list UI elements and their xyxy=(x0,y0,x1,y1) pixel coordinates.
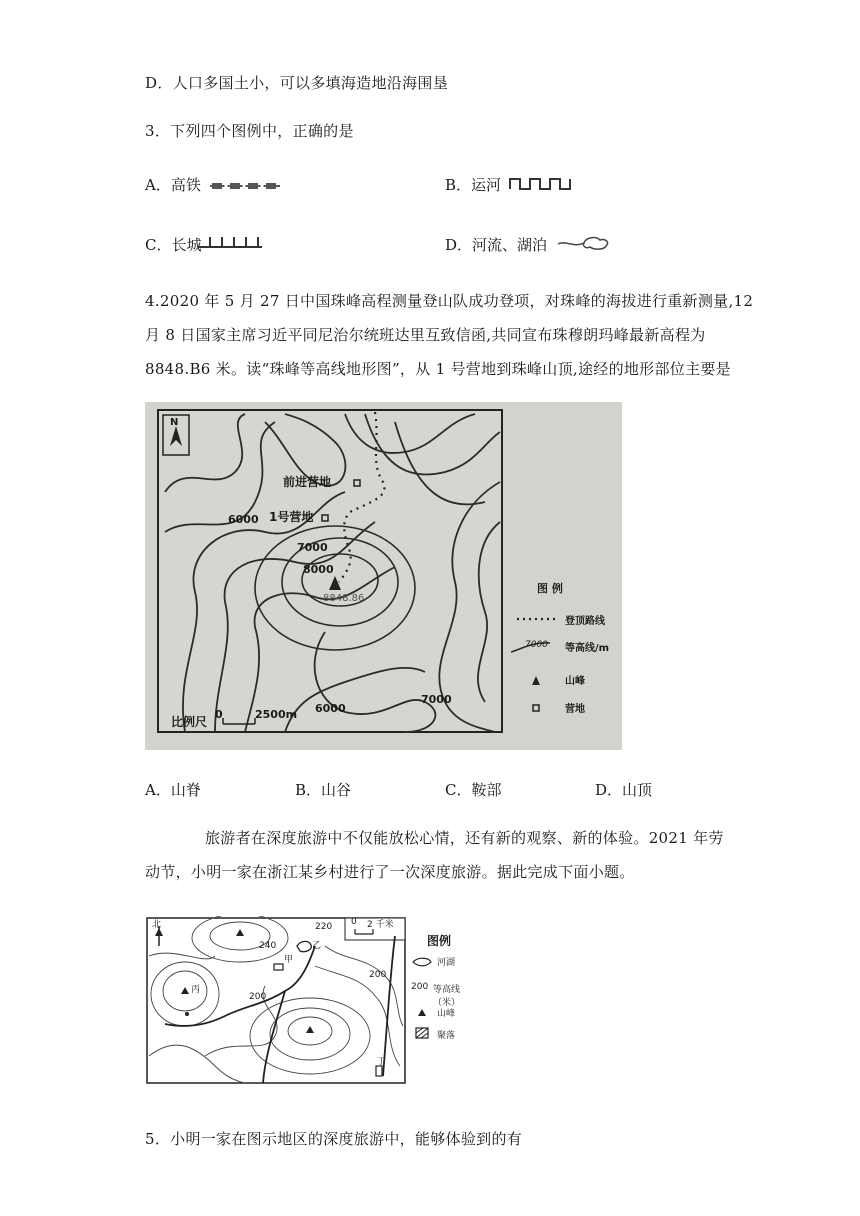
q3-option-a xyxy=(145,174,201,195)
passage-line-1: 旅游者在深度旅游中不仅能放松心情，还有新的观察、新的体验。2021 年劳 xyxy=(205,829,724,847)
camp1-label: 1号营地 xyxy=(269,510,314,524)
scale-zero: 0 xyxy=(215,708,223,721)
q4-line-1: 4.2020 年 5 月 27 日中国珠峰高程测量登山队成功登项，对珠峰的海拔进行重新测量,12 xyxy=(145,292,754,310)
legend-contour: 等高线/m xyxy=(565,643,610,654)
contour-6000-label: 6000 xyxy=(228,513,259,526)
village-contour-map xyxy=(145,916,475,1086)
map2-scale-zero: 0 xyxy=(351,917,357,927)
everest-contour-map xyxy=(145,402,622,750)
q3-stem: 3．下列四个图例中，正确的是 xyxy=(145,122,354,140)
contour-220-label: 220 xyxy=(315,922,333,932)
map2-legend-lake: 河湖 xyxy=(437,958,456,968)
q3-option-c-label: C．长城 xyxy=(145,236,202,254)
map2-legend-peak: 山峰 xyxy=(437,1009,456,1019)
q3-option-c xyxy=(145,234,201,255)
legend-title: 图 例 xyxy=(537,582,563,595)
river-lake-symbol-icon xyxy=(556,234,612,252)
q4-option-c: C．鞍部 xyxy=(445,781,502,799)
q3-option-b-label: B．运河 xyxy=(445,176,502,194)
scale-label: 比例尺 xyxy=(171,715,208,729)
contour-8000-label: 8000 xyxy=(303,563,334,576)
railway-symbol-icon xyxy=(208,180,282,192)
q4-line-3: 8848.B6 米。读“珠峰等高线地形图”，从 1 号营地到珠峰山顶,途经的地形部位主要是 xyxy=(145,360,731,378)
contour-240-label: 240 xyxy=(259,941,277,951)
q4-option-d: D．山顶 xyxy=(595,781,653,799)
legend-route: 登顶路线 xyxy=(565,616,605,627)
q3-option-b xyxy=(445,174,501,195)
label-ding: 丁 xyxy=(377,1057,387,1067)
q4-line-2: 月 8 日国家主席习近平同尼治尔统班达里互致信函,共同宣布珠穆朗玛峰最新高程为 xyxy=(145,326,706,344)
canal-symbol-icon xyxy=(508,176,572,192)
label-jia: 甲 xyxy=(284,955,294,965)
legend-contour-value: 7000 xyxy=(525,640,548,650)
contour-7000-label: 7000 xyxy=(297,541,328,554)
scale-end: 2500m xyxy=(255,708,298,721)
contour-200-right-label: 200 xyxy=(369,970,387,980)
legend-peak: 山峰 xyxy=(565,676,585,687)
contour-6000-bottom-label: 6000 xyxy=(315,702,346,715)
peak-elevation-label: 8848.86 xyxy=(323,593,365,604)
map2-legend-village: 聚落 xyxy=(437,1031,456,1041)
label-yi: 乙 xyxy=(312,941,322,951)
q2-option-d: D．人口多国土小，可以多填海造地沿海围垦 xyxy=(145,74,449,92)
q4-option-a: A．山脊 xyxy=(145,781,201,799)
great-wall-symbol-icon xyxy=(196,234,264,250)
north-label-2: 北 xyxy=(152,920,162,930)
north-label: N xyxy=(170,417,179,428)
q3-option-d xyxy=(445,234,547,255)
map2-legend-contour: 等高线（米） xyxy=(433,985,461,1008)
contour-200-mid-label: 200 xyxy=(249,992,267,1002)
advance-camp-label: 前进营地 xyxy=(283,475,332,489)
contour-7000-bottom-label: 7000 xyxy=(421,693,452,706)
map2-legend-title: 图例 xyxy=(427,934,452,948)
q4-option-b: B．山谷 xyxy=(295,781,352,799)
passage-line-2: 动节，小明一家在浙江某乡村进行了一次深度旅游。据此完成下面小题。 xyxy=(145,863,635,881)
q3-option-d-label: D．河流、湖泊 xyxy=(445,236,548,254)
q3-option-a-label: A．高铁 xyxy=(145,176,201,194)
map2-legend-contour-value: 200 xyxy=(411,982,429,992)
q5-stem: 5．小明一家在图示地区的深度旅游中，能够体验到的有 xyxy=(145,1130,523,1148)
label-bing: 丙 xyxy=(191,985,201,995)
map2-scale-end: 2 千米 xyxy=(367,920,394,930)
legend-camp: 营地 xyxy=(565,704,585,715)
